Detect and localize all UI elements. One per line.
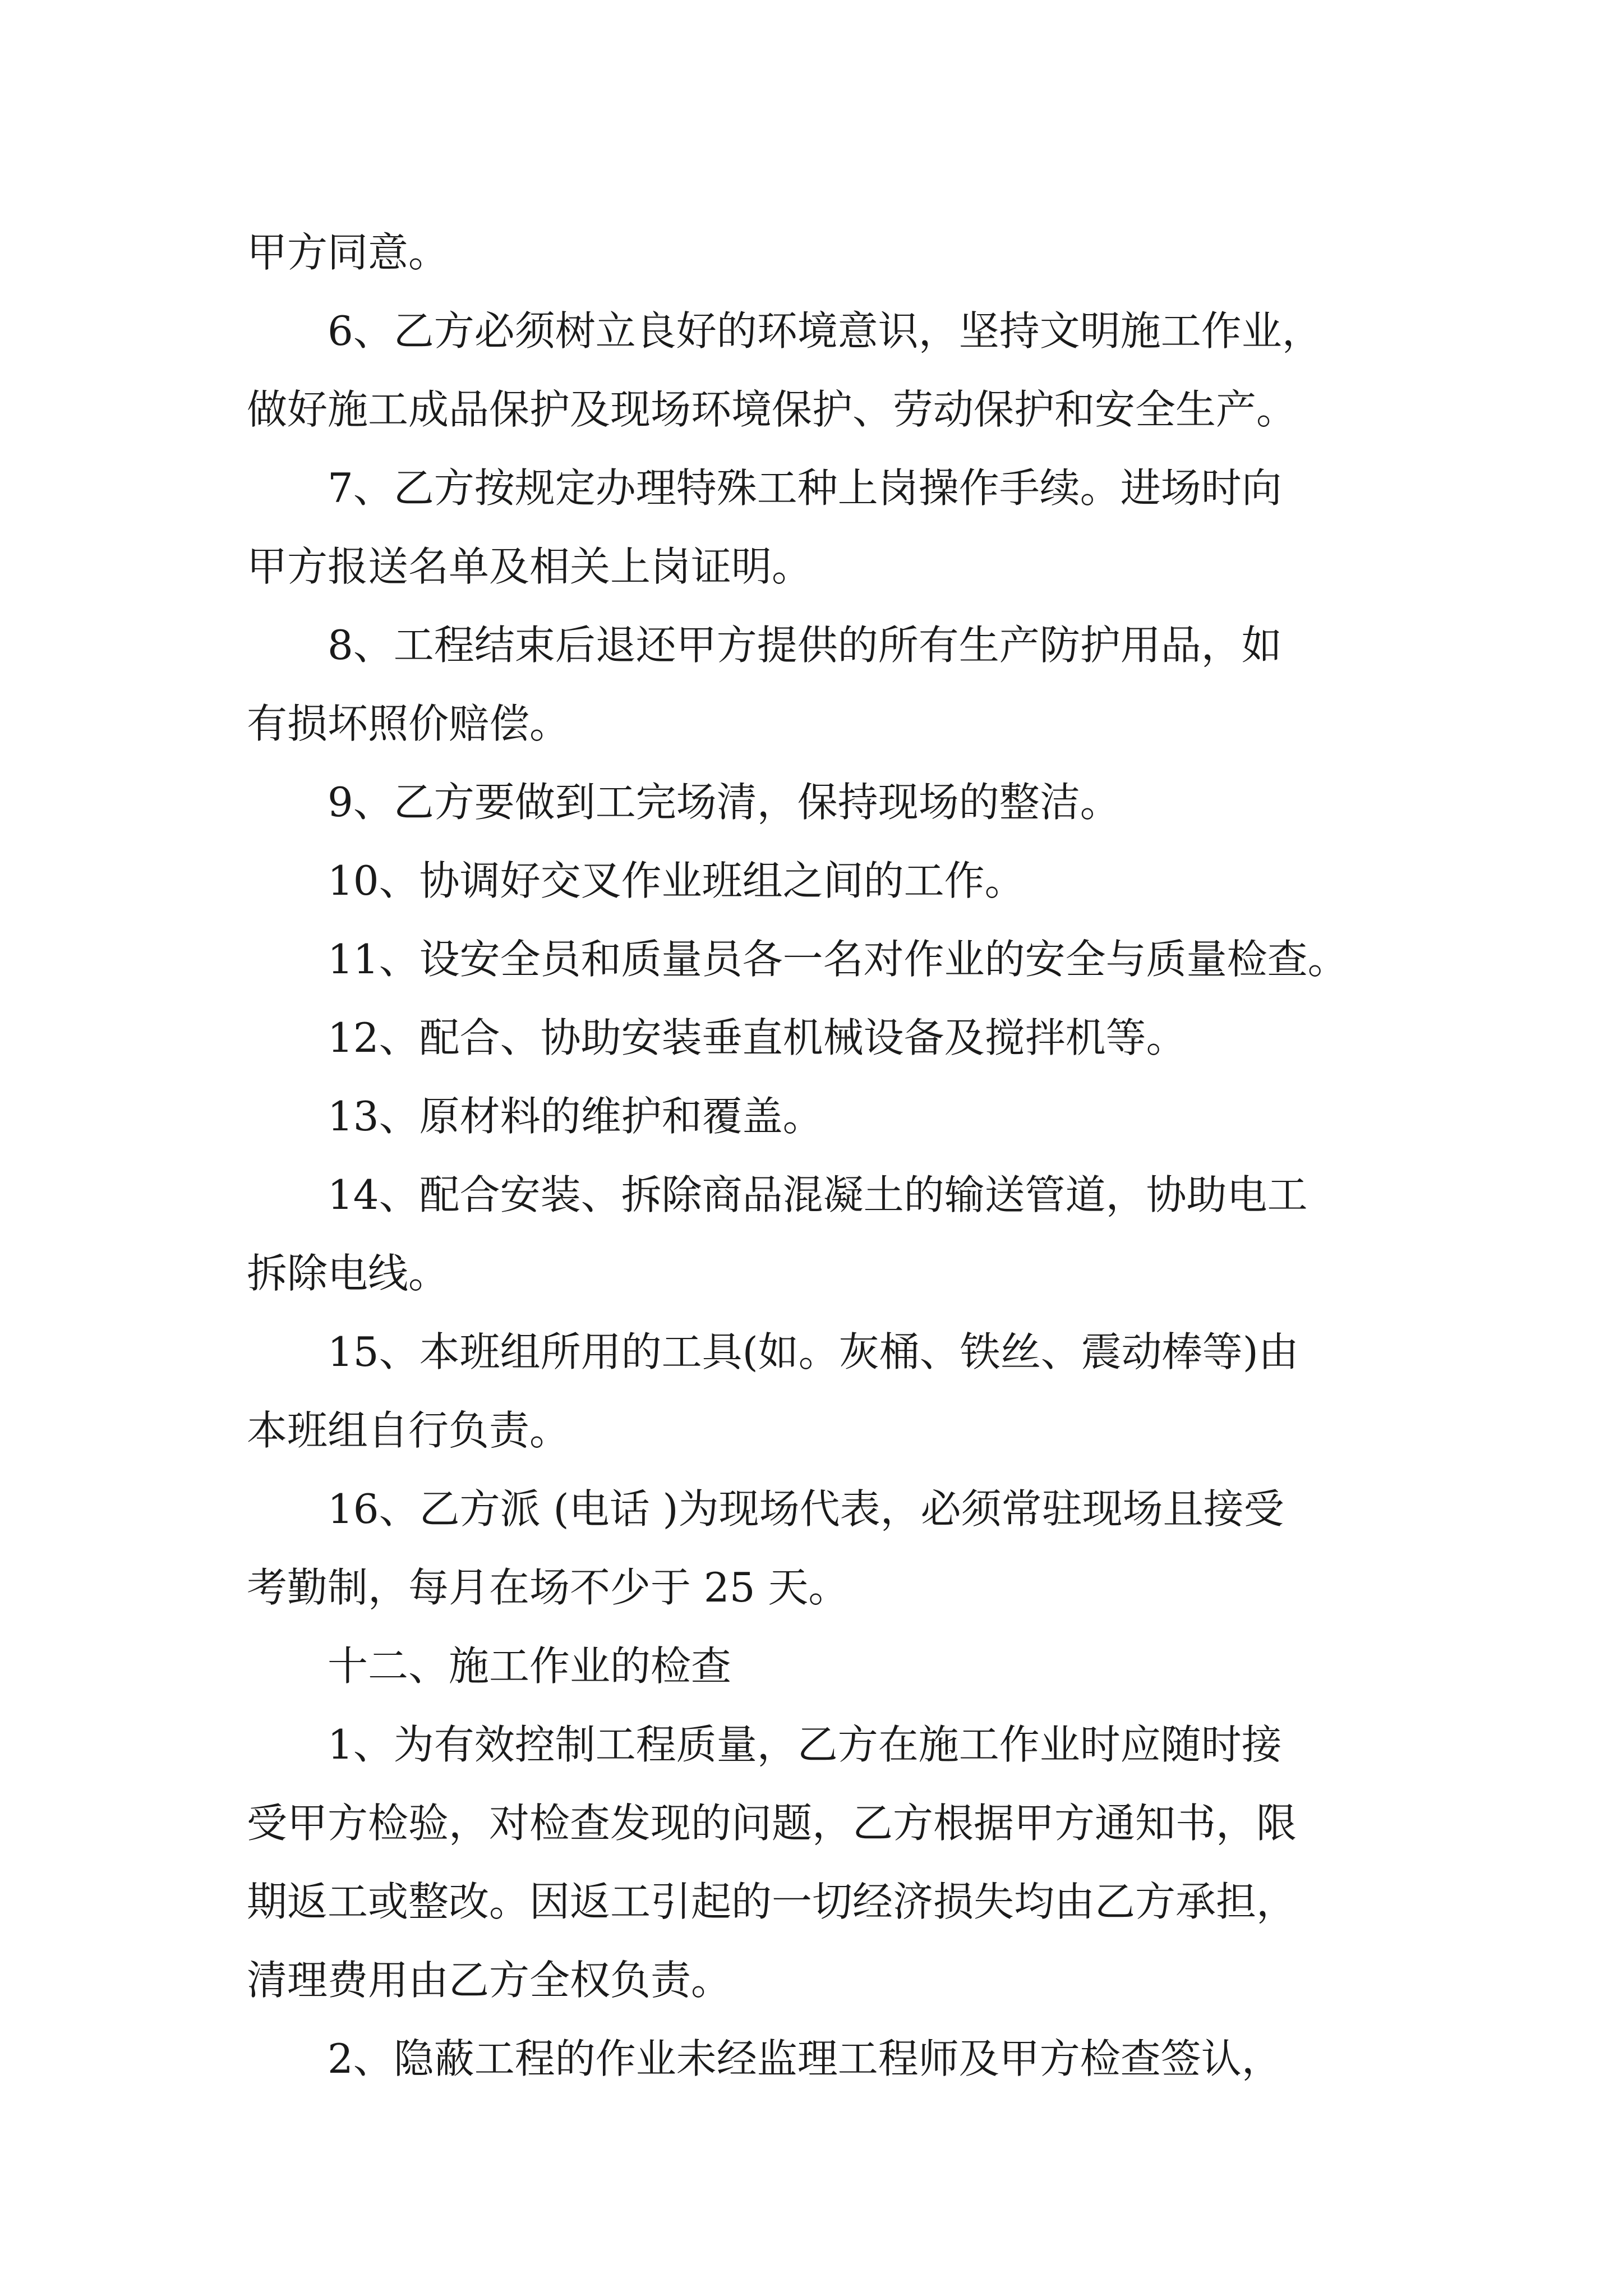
section-heading: 十二、施工作业的检查 — [328, 1642, 732, 1690]
text-line: 清理费用由乙方全权负责。 — [247, 1957, 732, 2004]
text-line: 12、配合、协助安装垂直机械设备及搅拌机等。 — [328, 1014, 1187, 1061]
text-line: 10、协调好交叉作业班组之间的工作。 — [328, 857, 1025, 904]
text-line: 考勤制，每月在场不少于 25 天。 — [247, 1564, 849, 1611]
text-line: 8、工程结束后退还甲方提供的所有生产防护用品，如 — [328, 622, 1282, 669]
text-line: 有损坏照价赔偿。 — [247, 700, 570, 747]
document-body — [247, 213, 1391, 2098]
text-line: 做好施工成品保护及现场环境保护、劳动保护和安全生产。 — [247, 386, 1297, 433]
text-line: 11、设安全员和质量员各一名对作业的安全与质量检查。 — [328, 936, 1348, 983]
text-line: 拆除电线。 — [247, 1250, 449, 1297]
text-line: 本班组自行负责。 — [247, 1407, 570, 1454]
text-line: 7、乙方按规定办理特殊工种上岗操作手续。进场时向 — [328, 464, 1282, 512]
text-line: 1、为有效控制工程质量，乙方在施工作业时应随时接 — [328, 1721, 1282, 1768]
text-line: 甲方同意。 — [247, 229, 449, 276]
text-line: 6、乙方必须树立良好的环境意识，坚持文明施工作业， — [328, 307, 1322, 355]
text-line: 16、乙方派 (电话 )为现场代表，必须常驻现场且接受 — [328, 1485, 1284, 1533]
text-line: 13、原材料的维护和覆盖。 — [328, 1093, 823, 1140]
text-line: 9、乙方要做到工完场清，保持现场的整洁。 — [328, 779, 1121, 826]
text-line: 期返工或整改。因返工引起的一切经济损失均由乙方承担， — [247, 1878, 1297, 1925]
text-line: 15、本班组所用的工具(如。灰桶、铁丝、震动棒等)由 — [328, 1328, 1299, 1375]
text-line: 甲方报送名单及相关上岗证明。 — [247, 543, 813, 590]
text-line: 2、隐蔽工程的作业未经监理工程师及甲方检查签认， — [328, 2035, 1282, 2082]
text-line: 受甲方检验，对检查发现的问题，乙方根据甲方通知书，限 — [247, 1800, 1297, 1847]
text-line: 14、配合安装、拆除商品混凝土的输送管道，协助电工 — [328, 1171, 1308, 1218]
